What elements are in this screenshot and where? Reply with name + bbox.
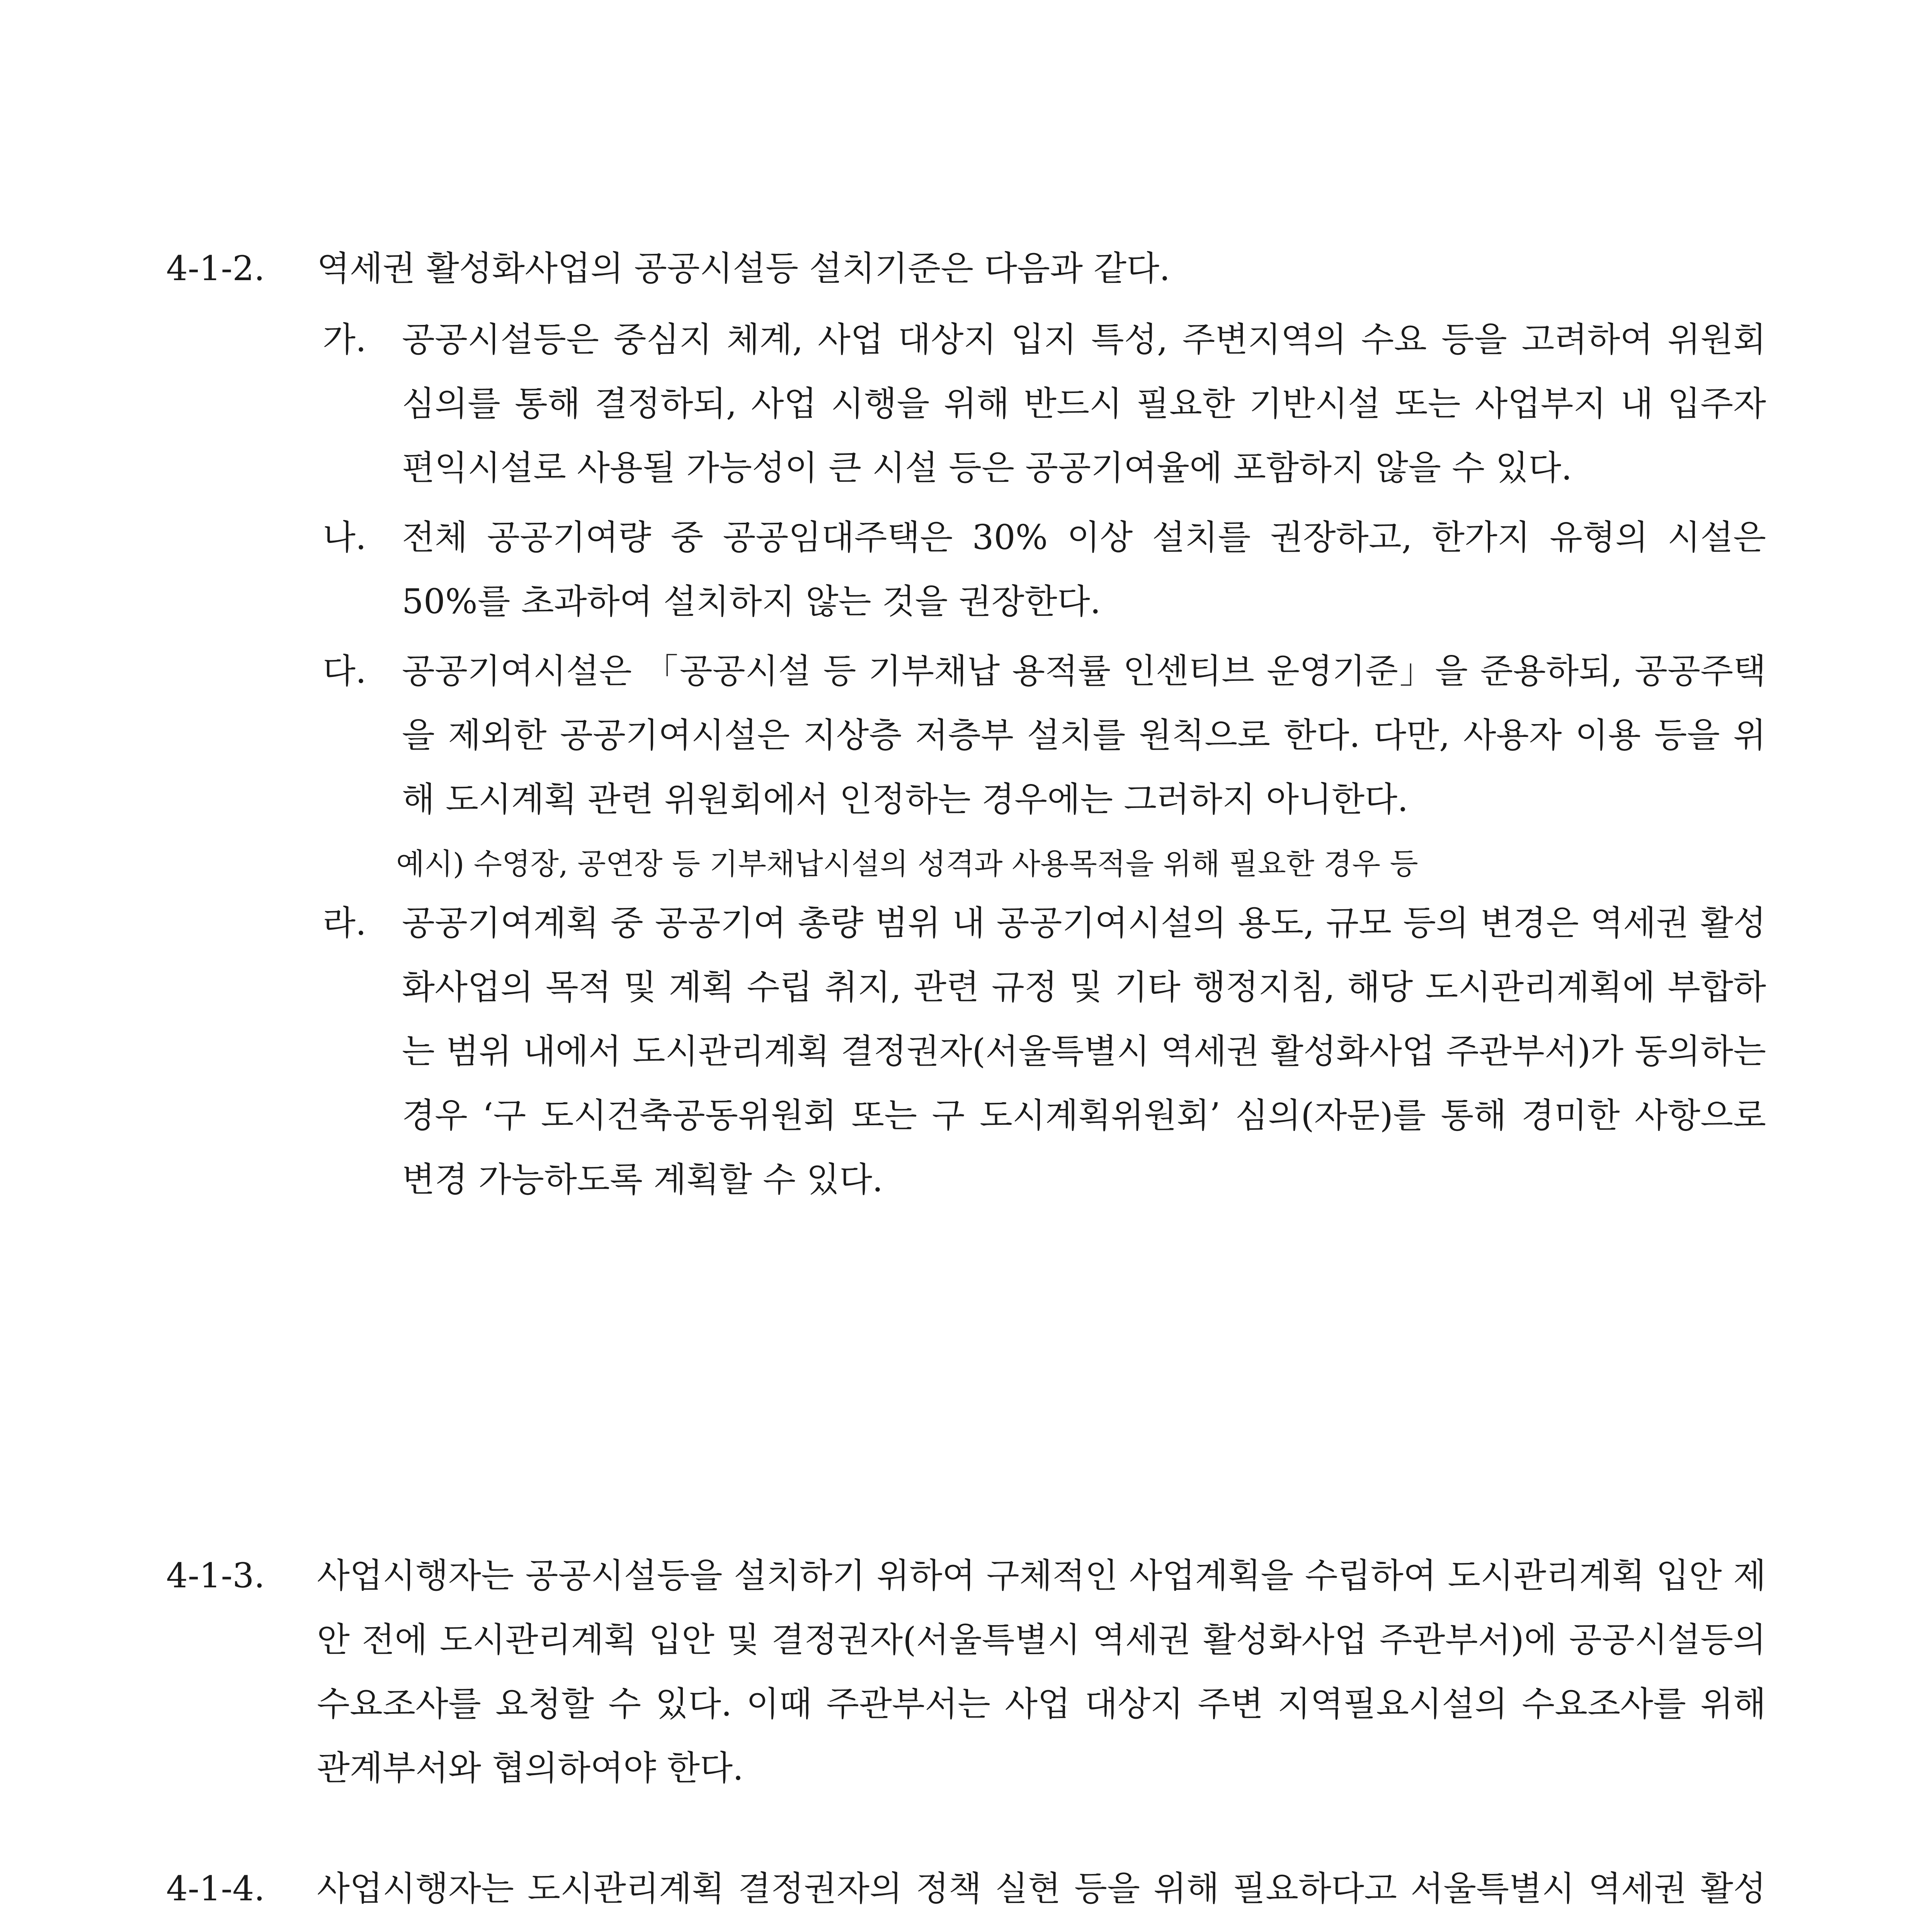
section-4-1-2 [166, 236, 1766, 1212]
section-text: 사업시행자는 공공시설등을 설치하기 위하여 구체적인 사업계획을 수립하여 도시관리계획 입안 제안 전에 도시관리계획 입안 및 결정권자(서울특별시 역세권 활성화사업 주관부서)에 공공시설등의 수요조사를 요청할 수 있다. 이때 주관부서는 사업 대상지 주변 지역필요시설의 수요조사를 위해 관계부서와 협의하여야 한다. [317, 1556, 1766, 1788]
section-number: 4-1-2. [166, 248, 265, 288]
item-marker: 나. [323, 517, 366, 557]
list-item-ga [323, 308, 1766, 500]
section-4-1-4 [166, 1857, 1766, 1932]
item-marker: 다. [323, 651, 366, 691]
item-marker: 라. [323, 903, 366, 943]
section-number: 4-1-3. [166, 1556, 265, 1595]
item-text: 공공기여시설은 「공공시설 등 기부채납 용적률 인센티브 운영기준」을 준용하되, 공공주택을 제외한 공공기여시설은 지상층 저층부 설치를 원칙으로 한다. 다만, 사용자 이용 등을 위해 도시계획 관련 위원회에서 인정하는 경우에는 그러하지 아니한다. [402, 651, 1766, 819]
list-item-ra [323, 891, 1766, 1212]
section-heading: 역세권 활성화사업의 공공시설등 설치기준은 다음과 같다. [317, 248, 1171, 288]
item-text: 전체 공공기여량 중 공공임대주택은 30% 이상 설치를 권장하고, 한가지 유형의 시설은 50%를 초과하여 설치하지 않는 것을 권장한다. [402, 517, 1766, 621]
section-4-1-3 [166, 1544, 1766, 1800]
item-text: 공공기여계획 중 공공기여 총량 범위 내 공공기여시설의 용도, 규모 등의 변경은 역세권 활성화사업의 목적 및 계획 수립 취지, 관련 규정 및 기타 행정지침, 해당 도시관리계획에 부합하는 범위 내에서 도시관리계획 결정권자(서울특별시 역세권 활성화사업 주관부서)가 동의하는 경우 ‘구 도시건축공동위원회 또는 구 도시계획위원회’ 심의(자문)를 통해 경미한 사항으로 변경 가능하도록 계획할 수 있다. [402, 903, 1766, 1199]
section-number: 4-1-4. [166, 1869, 265, 1908]
list-item-na [323, 505, 1766, 634]
section-text: 사업시행자는 도시관리계획 결정권자의 정책 실현 등을 위해 필요하다고 서울특별시 역세권 활성 [317, 1869, 1766, 1908]
item-marker: 가. [323, 320, 366, 359]
item-text: 공공시설등은 중심지 체계, 사업 대상지 입지 특성, 주변지역의 수요 등을 고려하여 위원회 심의를 통해 결정하되, 사업 시행을 위해 반드시 필요한 기반시설 또는 사업부지 내 입주자 편익시설로 사용될 가능성이 큰 시설 등은 공공기여율에 포함하지 않을 수 있다. [402, 320, 1766, 488]
list-item-da [323, 639, 1766, 832]
example-note: 예시) 수영장, 공연장 등 기부채납시설의 성격과 사용목적을 위해 필요한 경우 등 [396, 847, 1418, 881]
